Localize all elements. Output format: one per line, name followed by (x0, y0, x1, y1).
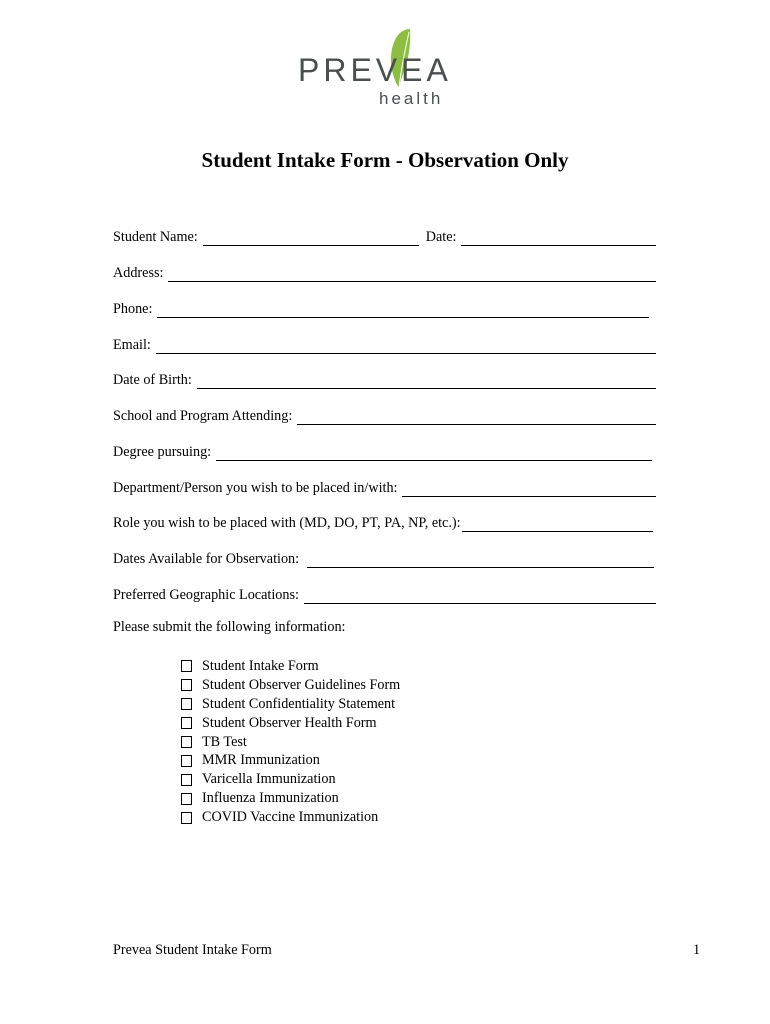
phone-label: Phone: (113, 301, 153, 317)
footer-title: Prevea Student Intake Form (113, 942, 272, 958)
checklist-item: MMR Immunization (181, 751, 400, 770)
locations-row (113, 584, 656, 604)
phone-row (113, 298, 649, 318)
checklist-item: Influenza Immunization (181, 789, 400, 808)
dob-label: Date of Birth: (113, 372, 192, 388)
checkbox-icon[interactable] (181, 660, 192, 672)
logo-brand: PREVEA (298, 52, 452, 88)
checkbox-icon[interactable] (181, 755, 192, 767)
checkbox-icon[interactable] (181, 698, 192, 710)
role-row (113, 512, 653, 532)
department-input[interactable] (402, 482, 656, 497)
department-label: Department/Person you wish to be placed in/with: (113, 480, 398, 496)
checkbox-icon[interactable] (181, 812, 192, 824)
locations-input[interactable] (304, 589, 656, 604)
checkbox-icon[interactable] (181, 679, 192, 691)
page-number: 1 (693, 942, 701, 958)
checklist-item: Student Observer Health Form (181, 714, 400, 733)
prevea-logo (298, 28, 473, 110)
degree-row (113, 441, 652, 461)
dates-available-row (113, 548, 654, 568)
email-row (113, 334, 656, 354)
email-label: Email: (113, 337, 151, 353)
degree-label: Degree pursuing: (113, 444, 212, 460)
checkbox-icon[interactable] (181, 793, 192, 805)
checklist-item: Student Observer Guidelines Form (181, 676, 400, 695)
student-name-label: Student Name: (113, 229, 198, 245)
student-name-input[interactable] (203, 231, 419, 246)
document-checklist (181, 657, 400, 827)
checkbox-icon[interactable] (181, 736, 192, 748)
locations-label: Preferred Geographic Locations: (113, 587, 299, 603)
page-title: Student Intake Form - Observation Only (201, 148, 569, 172)
checklist-item: COVID Vaccine Immunization (181, 808, 400, 827)
department-row (113, 477, 656, 497)
checklist-item: Student Confidentiality Statement (181, 695, 400, 714)
school-label: School and Program Attending: (113, 408, 293, 424)
role-input[interactable] (462, 517, 653, 532)
submit-instructions: Please submit the following information: (113, 619, 346, 635)
checkbox-icon[interactable] (181, 774, 192, 786)
phone-input[interactable] (157, 303, 649, 318)
role-label: Role you wish to be placed with (MD, DO, PT, PA, NP, etc.): (113, 515, 461, 531)
address-row (113, 262, 656, 282)
email-input[interactable] (156, 339, 656, 354)
dates-available-input[interactable] (307, 553, 654, 568)
degree-input[interactable] (216, 446, 652, 461)
address-input[interactable] (168, 267, 656, 282)
dob-input[interactable] (197, 374, 656, 389)
date-input[interactable] (461, 231, 656, 246)
checklist-item: Varicella Immunization (181, 770, 400, 789)
date-label: Date: (425, 229, 457, 245)
student-name-row (113, 226, 656, 246)
checklist-item: TB Test (181, 733, 400, 752)
checklist-item: Student Intake Form (181, 657, 400, 676)
logo-subtitle: health (379, 89, 444, 108)
checkbox-icon[interactable] (181, 717, 192, 729)
address-label: Address: (113, 265, 164, 281)
school-input[interactable] (297, 410, 656, 425)
dates-available-label: Dates Available for Observation: (113, 551, 300, 567)
dob-row (113, 369, 656, 389)
school-row (113, 405, 656, 425)
